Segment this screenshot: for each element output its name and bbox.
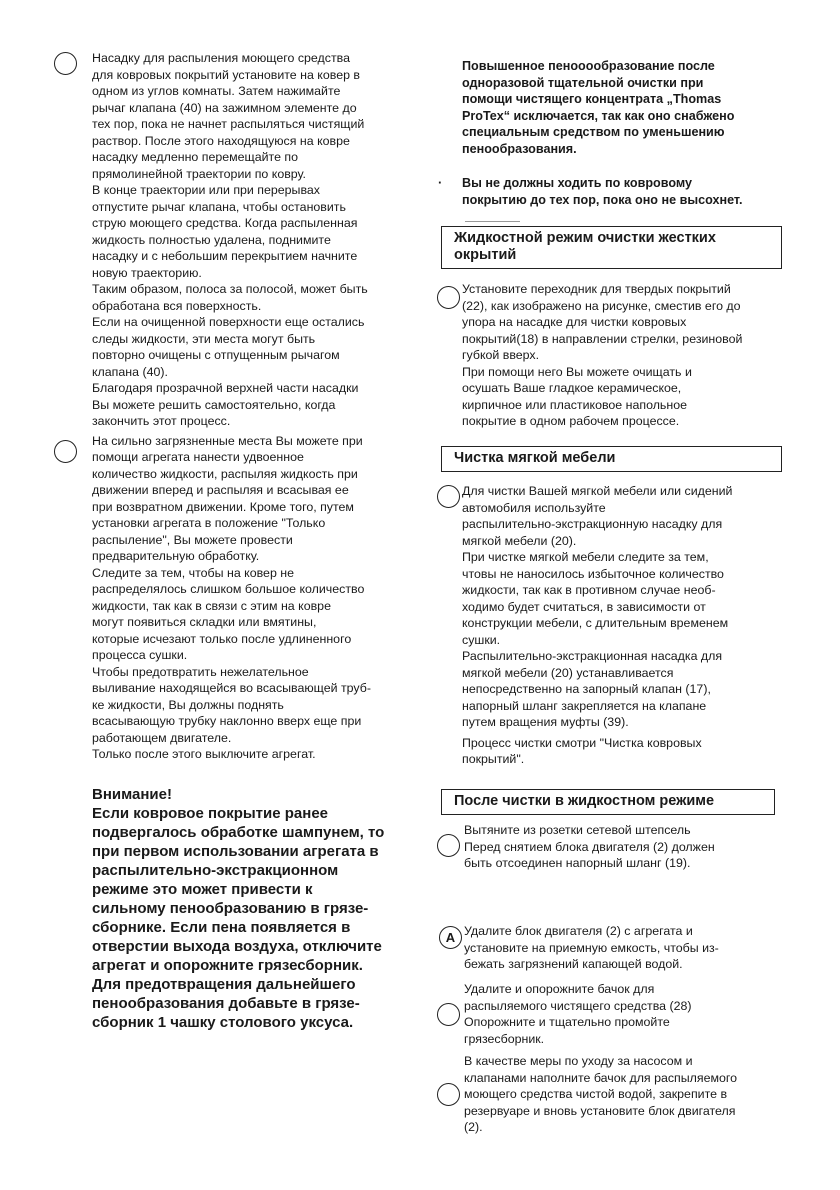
unplug-instructions (464, 822, 794, 872)
text-line: струю моющего средства. Когда распыленная (92, 216, 358, 230)
text-line: Процесс чистки смотри "Чистка ковровых (462, 735, 702, 750)
text-line: одном из углов комнаты. Затем нажимайте (92, 84, 341, 98)
foam-line: специальным средством по уменьшению (462, 125, 725, 139)
text-line: могут появиться складки или вмятины, (92, 615, 317, 629)
foam-line: одноразовой тщательной очистки при (462, 75, 704, 90)
text-line: В качестве меры по уходу за насосом и (464, 1054, 693, 1068)
bullet-icon: · (438, 175, 443, 190)
attention-line: Для предотвращения дальнейшего (92, 975, 356, 993)
text-line: сушки. (462, 632, 501, 647)
empty-tank-instructions (464, 981, 794, 1047)
text-line: повторно очищены с отпущенным рычагом (92, 348, 340, 362)
text-line: движении вперед и распыляя и всасывая ее (92, 483, 349, 497)
attention-line: подвергалось обработке шампунем, то (92, 823, 385, 841)
text-line: распыление", Вы можете провести (92, 532, 293, 547)
remove-motor-instructions (464, 923, 794, 973)
heading-line: окрытий (454, 247, 517, 263)
text-line: непосредственно на запорный клапан (17), (462, 682, 711, 696)
text-line: В конце траектории или при перерывах (92, 183, 320, 197)
text-line: упора на насадке для чистки ковровых (462, 315, 687, 329)
text-line: жидкости, так как в связи с этим на ковре (92, 598, 331, 613)
right-column (462, 58, 792, 157)
attention-line: сильному пенообразованию в грязе- (92, 899, 369, 917)
text-line: Следите за тем, чтобы на ковер не (92, 565, 295, 580)
text-line: следы жидкости, эти места могут быть (92, 331, 316, 346)
text-line: клапанами наполните бачок для распыляемого (464, 1070, 738, 1085)
heading-line: После чистки в жидкостном режиме (454, 793, 715, 809)
section-heading-after-cleaning (441, 789, 775, 815)
text-line: процесса сушки. (92, 648, 188, 662)
text-line: грязесборник. (464, 1031, 545, 1046)
attention-title: Внимание! (92, 785, 172, 803)
text-line: (2). (464, 1120, 483, 1134)
text-line: для ковровых покрытий установите на ковер в (92, 67, 360, 82)
text-line: Только после этого выключите агрегат. (92, 747, 316, 761)
text-line: работающем двигателе. (92, 730, 232, 745)
text-line: обработана вся поверхность. (92, 298, 262, 313)
text-line: при возвратном движении. Кроме того, путем (92, 499, 354, 514)
attention-notice (92, 785, 422, 1032)
text-line: Для чистки Вашей мягкой мебели или сидений (462, 484, 733, 498)
step-circle-icon (437, 286, 460, 309)
text-line: насадку медленно перемещайте по (92, 150, 299, 164)
pump-care-instructions (464, 1053, 794, 1136)
text-line: осушать Ваше гладкое керамическое, (462, 381, 682, 395)
text-line: быть отсоединен напорный шланг (19). (464, 856, 691, 870)
text-line: помощи агрегата нанести удвоенное (92, 450, 304, 464)
text-line: выливание находящейся во всасывающей труб- (92, 681, 371, 695)
text-line: жидкости, так как в противном случае необ- (462, 583, 716, 597)
bullet-line: покрытию до тех пор, пока оно не высохнет. (462, 192, 743, 207)
foam-line: Повышенное пенооообразование после (462, 59, 715, 73)
section-heading-hard-floor (441, 226, 782, 269)
text-line: насадку и с небольшим перекрытием начните (92, 249, 358, 263)
text-line: мягкой мебели (20). (462, 533, 577, 548)
section-heading-upholstery (441, 446, 782, 472)
attention-line: сборнике. Если пена появляется в (92, 918, 351, 936)
heavy-soil-instructions (92, 433, 422, 763)
text-line: ке жидкости, Вы должны поднять (92, 697, 284, 712)
text-line: клапана (40). (92, 364, 168, 379)
text-line: закончить этот процесс. (92, 414, 231, 428)
text-line: Распылительно-экстракционная насадка для (462, 649, 723, 663)
step-circle-icon (54, 52, 77, 75)
attention-line: агрегат и опорожните грязесборник. (92, 956, 363, 974)
foam-notice (462, 58, 792, 157)
text-line: распыляемого чистящего средства (28) (464, 998, 692, 1013)
text-line: мягкой мебели (20) устанавливается (462, 665, 674, 680)
foam-line: ProTex“ исключается, так как оно снабжено (462, 108, 735, 123)
heading-line: Жидкостной режим очистки жестких (454, 230, 716, 246)
text-line: установите на приемную емкость, чтобы из- (464, 940, 719, 955)
text-line: Благодаря прозрачной верхней части насадки (92, 381, 359, 395)
step-circle-icon (437, 834, 460, 857)
text-line: путем вращения муфты (39). (462, 715, 629, 729)
step-circle-icon (437, 1083, 460, 1106)
text-line: установки агрегата в положение "Только (92, 516, 326, 530)
text-line: На сильно загрязненные места Вы можете при (92, 433, 363, 448)
text-line: чтовы не наносилось избыточное количество (462, 566, 724, 581)
text-line: Вы можете решить самостоятельно, когда (92, 397, 336, 412)
text-line: которые исчезают только после удлиненного (92, 631, 352, 646)
text-line: конструкции мебели, с длительным временем (462, 616, 729, 630)
bullet-line: Вы не должны ходить по ковровому (462, 176, 692, 190)
text-line: Опорожните и тщательно промойте (464, 1015, 670, 1029)
text-line: губкой вверх. (462, 348, 540, 362)
text-line: Удалите и опорожните бачок для (464, 982, 655, 996)
text-line: При помощи него Вы можете очищать и (462, 364, 692, 379)
step-circle-icon (437, 485, 460, 508)
text-line: Если на очищенной поверхности еще остались (92, 315, 365, 329)
text-line: покрытий". (462, 752, 525, 766)
text-line: отпустите рычаг клапана, чтобы остановить (92, 199, 346, 214)
text-line: Установите переходник для твердых покрытий (462, 282, 731, 296)
heading-line: Чистка мягкой мебели (454, 450, 616, 466)
text-line: новую траекторию. (92, 265, 202, 280)
text-line: ходимо будет считаться, в зависимости от (462, 599, 706, 614)
text-line: предварительную обработку. (92, 549, 260, 563)
text-line: жидкость полностью удалена, поднимите (92, 232, 331, 247)
attention-line: сборник 1 чашку столового уксуса. (92, 1013, 354, 1031)
text-line: распылительно-экстракционную насадку для (462, 517, 723, 531)
text-line: прямолинейной траектории по ковру. (92, 166, 306, 181)
step-circle-icon (437, 1003, 460, 1026)
attention-line: при первом использовании агрегата в (92, 842, 379, 860)
text-line: Удалите блок двигателя (2) с агрегата и (464, 924, 693, 938)
text-line: покрытий(18) в направлении стрелки, резиновой (462, 331, 743, 346)
drying-warning (438, 175, 798, 208)
text-line: автомобиля используйте (462, 500, 606, 515)
divider (465, 221, 520, 222)
text-line: Перед снятием блока двигателя (2) должен (464, 839, 715, 854)
text-line: бежать загрязнений капающей водой. (464, 957, 683, 971)
text-line: Чтобы предотвратить нежелательное (92, 664, 309, 679)
text-line: Насадку для распыления моющего средства (92, 51, 350, 65)
text-line: распределялось слишком большое количество (92, 582, 365, 596)
text-line: моющего средства чистой водой, закрепите в (464, 1087, 728, 1101)
text-line: количество жидкости, распыляя жидкость при (92, 466, 358, 481)
attention-line: отверстии выхода воздуха, отключите (92, 937, 382, 955)
attention-line: Если ковровое покрытие ранее (92, 804, 329, 822)
carpet-spray-instructions (92, 50, 422, 430)
text-line: кирпичное или пластиковое напольное (462, 397, 688, 412)
text-line: раствор. После этого находящуюся на ковре (92, 133, 350, 148)
foam-line: помощи чистящего концентрата „Thomas (462, 92, 722, 106)
attention-line: пенообразования добавьте в грязе- (92, 994, 360, 1012)
foam-line: пенообразования. (462, 141, 577, 156)
figure-a-marker-icon: A (439, 926, 462, 949)
text-line: При чистке мягкой мебели следите за тем, (462, 550, 709, 564)
text-line: всасывающую трубку наклонно вверх еще при (92, 714, 362, 728)
left-column (92, 50, 422, 1032)
text-line: тех пор, пока не начнет распыляться чистящий (92, 117, 365, 131)
attention-line: распылительно-экстракционном (92, 861, 339, 879)
attention-line: режиме это может привести к (92, 880, 313, 898)
text-line: (22), как изображено на рисунке, сместив его до (462, 298, 741, 313)
hard-floor-instructions (462, 281, 792, 430)
text-line: покрытие в одном рабочем процессе. (462, 414, 680, 428)
text-line: напорный шланг закрепляется на клапане (462, 698, 707, 713)
text-line: Таким образом, полоса за полосой, может быть (92, 282, 368, 296)
text-line: Вытяните из розетки сетевой штепсель (464, 823, 691, 837)
text-line: рычаг клапана (40) на зажимном элементе до (92, 100, 357, 115)
text-line: резервуаре и вновь установите блок двигателя (464, 1103, 736, 1118)
step-circle-icon (54, 440, 77, 463)
upholstery-instructions (462, 483, 792, 768)
